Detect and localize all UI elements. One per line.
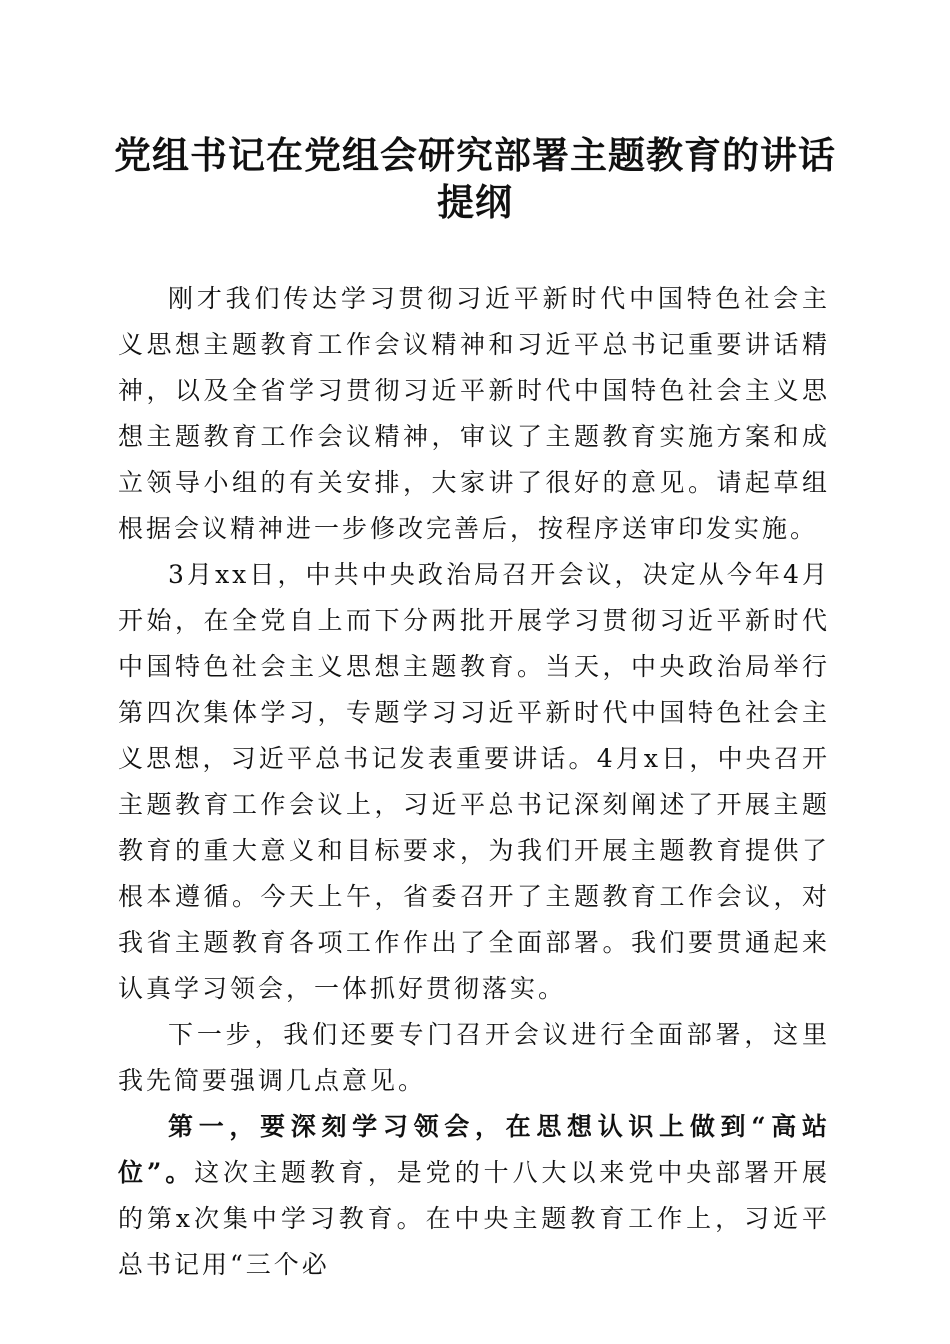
paragraph-4-text: 这次主题教育，是党的十八大以来党中央部署开展的第x次集中学习教育。在中央主题教育工作上，习近平总书记用“三个必 [118,1158,830,1279]
paragraph-2 [118,552,830,1012]
paragraph-1-text: 刚才我们传达学习贯彻习近平新时代中国特色社会主义思想主题教育工作会议精神和习近平总书记重要讲话精神，以及全省学习贯彻习近平新时代中国特色社会主义思想主题教育工作会议精神，审议了主题教育实施方案和成立领导小组的有关安排，大家讲了很好的意见。请起草组根据会议精神进一步修改完善后，按程序送审印发实施。 [118,284,830,543]
paragraph-3 [118,1012,830,1104]
document-title: 党组书记在党组会研究部署主题教育的讲话提纲 [114,133,836,224]
paragraph-2-text: 3月xx日，中共中央政治局召开会议，决定从今年4月开始，在全党自上而下分两批开展学习贯彻习近平新时代中国特色社会主义思想主题教育。当天，中央政治局举行第四次集体学习，专题学习习近平新时代中国特色社会主义思想，习近平总书记发表重要讲话。4月x日，中央召开主题教育工作会议上，习近平总书记深刻阐述了开展主题教育的重大意义和目标要求，为我们开展主题教育提供了根本遵循。今天上午，省委召开了主题教育工作会议，对我省主题教育各项工作作出了全面部署。我们要贯通起来认真学习领会，一体抓好贯彻落实。 [118,560,830,1003]
paragraph-4-lead: 第一，要深刻学习领会，在思想认识上做到“高站位”。 [118,1112,830,1187]
paragraph-1 [118,276,830,552]
paragraph-3-text: 下一步，我们还要专门召开会议进行全面部署，这里我先简要强调几点意见。 [118,1020,830,1095]
paragraph-4 [118,1104,830,1288]
document-body [118,276,830,1288]
